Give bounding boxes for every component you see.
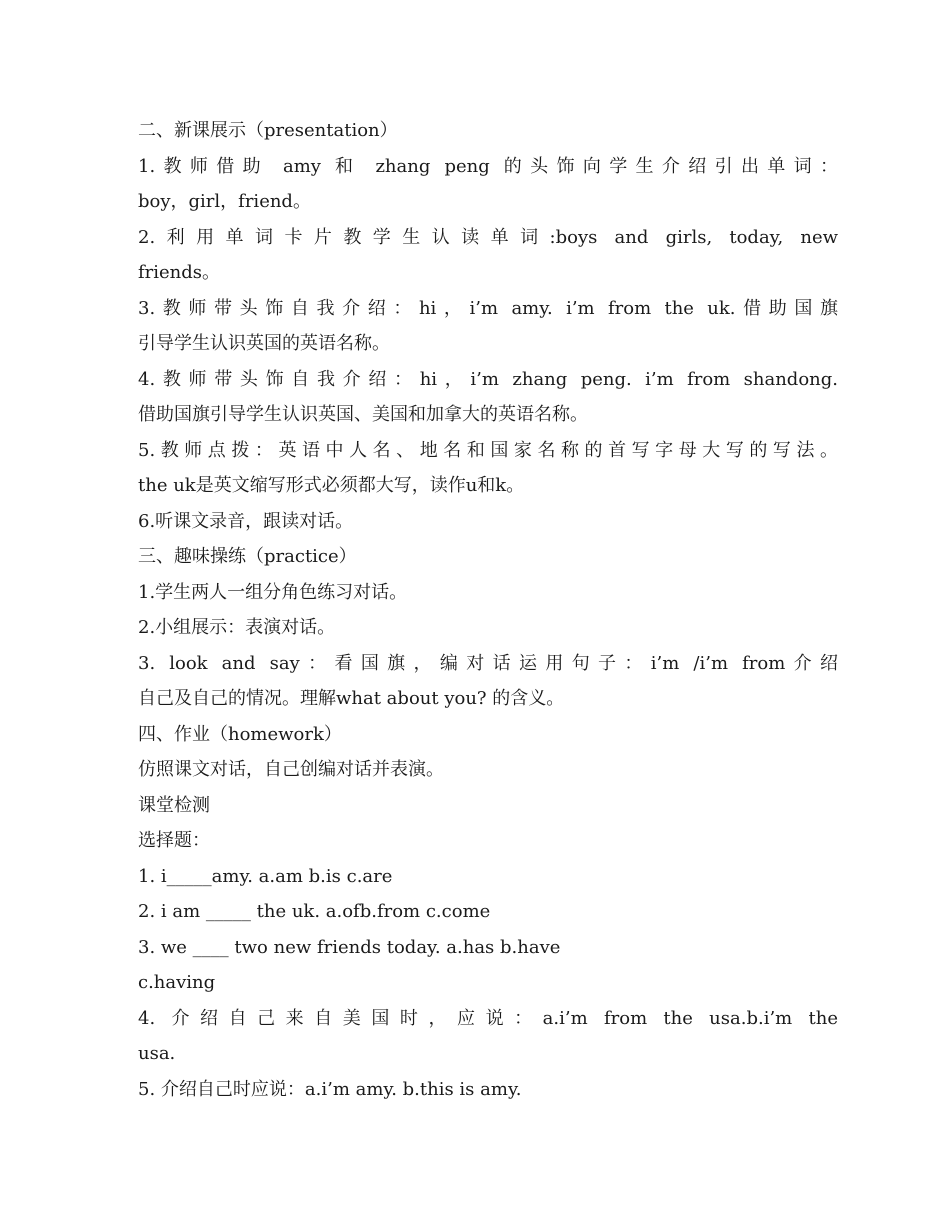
text-line: 3. look and say：看国旗，编对话运用句子：i’m /i’m from介绍 [138, 652, 838, 674]
text-line: 引导学生认识英国的英语名称。 [138, 333, 390, 354]
section-heading-classroom-test: 课堂检测 [138, 794, 210, 816]
text-line: boy，girl，friend。 [138, 191, 311, 212]
question-line: usa. [138, 1043, 176, 1064]
text-line: the uk是英文缩写形式必须都大写，读作u和k。 [138, 475, 525, 496]
text-line: 6.听课文录音，跟读对话。 [138, 510, 354, 532]
text-line: 4.教师带头饰自我介绍：hi，i’m zhang peng. i’m from shandong. [138, 368, 838, 390]
text-line: 2.利用单词卡片教学生认读单词:boys and girls, today, new [138, 226, 838, 248]
text-line: 1.教师借助 amy 和 zhang peng 的头饰向学生介绍引出单词： [138, 155, 838, 177]
text-line: friends。 [138, 262, 221, 283]
text-line: 2.小组展示：表演对话。 [138, 617, 336, 638]
question-line: 1. i_____amy. a.am b.is c.are [138, 865, 393, 887]
text-line: 仿照课文对话，自己创编对话并表演。 [138, 759, 444, 780]
text-line: 5.教师点拨：英语中人名、地名和国家名称的首写字母大写的写法。 [138, 439, 838, 461]
question-line: 2. i am _____ the uk. a.ofb.from c.come [138, 901, 491, 922]
question-line: c.having [138, 972, 216, 993]
question-line: 4. 介绍自己来自美国时，应说：a.i’m from the usa.b.i’m the [138, 1007, 838, 1029]
text-line: 3.教师带头饰自我介绍：hi，i’m amy. i’m from the uk.借助国旗 [138, 297, 838, 319]
document-page [138, 113, 838, 1107]
question-line: 3. we ____ two new friends today. a.has b.have [138, 936, 561, 958]
section-heading-practice: 三、趣味操练（practice） [138, 546, 357, 567]
question-line: 5. 介绍自己时应说：a.i’m amy. b.this is amy. [138, 1078, 522, 1100]
section-heading-presentation: 二、新课展示（presentation） [138, 120, 398, 141]
text-line: 1.学生两人一组分角色练习对话。 [138, 581, 408, 603]
text-line: 借助国旗引导学生认识英国、美国和加拿大的英语名称。 [138, 404, 588, 425]
section-heading-homework: 四、作业（homework） [138, 723, 342, 745]
subheading-multiple-choice: 选择题： [138, 830, 210, 851]
text-line: 自己及自己的情况。理解what about you? 的含义。 [138, 688, 565, 709]
